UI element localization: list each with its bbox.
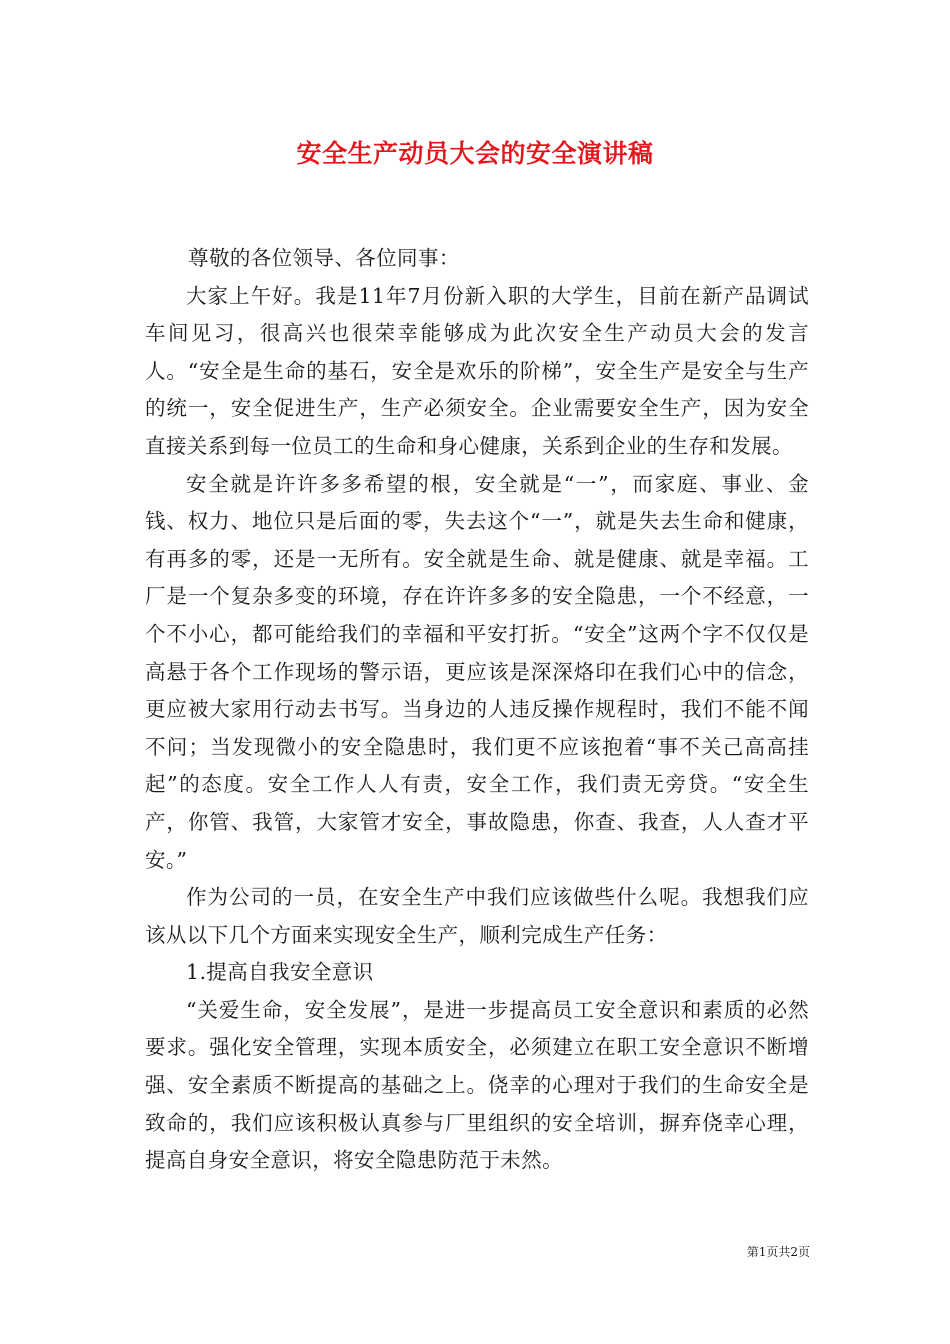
section-heading-1: 1.提高自我安全意识 [186, 960, 374, 985]
document-title: 安全生产动员大会的安全演讲稿 [296, 139, 654, 168]
paragraph-safety-is-one: 安全就是许许多多希望的根，安全就是“一”，而家庭、事业、金钱、权力、地位只是后面的零，失去这个“一”，就是失去生命和健康，有再多的零，还是一无所有。安全就是生命、就是健康、就是幸福。工厂是一个复杂多变的环境，存在许许多多的安全隐患，一个不经意，一个不小心，都可能给我们的幸福和平安打折。“安全”这两个字不仅仅是高悬于各个工作现场的警示语，更应该是深深烙印在我们心中的信念，更应被大家用行动去书写。当身边的人违反操作规程时，我们不能不闻不问；当发现微小的安全隐患时，我们更不应该抱着“事不关己高高挂起”的态度。安全工作人人有责，安全工作，我们责无旁贷。“安全生产，你管、我管，大家管才安全，事故隐患，你查、我查，人人查才平安。” [145, 471, 809, 872]
paragraph-safety-awareness: “关爱生命，安全发展”，是进一步提高员工安全意识和素质的必然要求。强化安全管理，实现本质安全，必须建立在职工安全意识不断增强、安全素质不断提高的基础之上。侥幸的心理对于我们的生命安全是致命的，我们应该积极认真参与厂里组织的安全培训，摒弃侥幸心理，提高自身安全意识，将安全隐患防范于未然。 [145, 997, 809, 1173]
paragraph-salutation: 尊敬的各位领导、各位同事： [188, 246, 460, 270]
page-number: 第1页共2页 [746, 1245, 810, 1259]
paragraph-introduction: 大家上午好。我是11年7月份新入职的大学生，目前在新产品调试车间见习，很高兴也很荣幸能够成为此次安全生产动员大会的发言人。“安全是生命的基石，安全是欢乐的阶梯”，安全生产是安全与生产的统一，安全促进生产，生产必须安全。企业需要安全生产，因为安全直接关系到每一位员工的生命和身心健康，关系到企业的生存和发展。 [145, 283, 809, 458]
paragraph-what-should-we-do: 作为公司的一员，在安全生产中我们应该做些什么呢。我想我们应该从以下几个方面来实现安全生产，顺利完成生产任务： [145, 885, 809, 947]
document-body [145, 240, 809, 1180]
